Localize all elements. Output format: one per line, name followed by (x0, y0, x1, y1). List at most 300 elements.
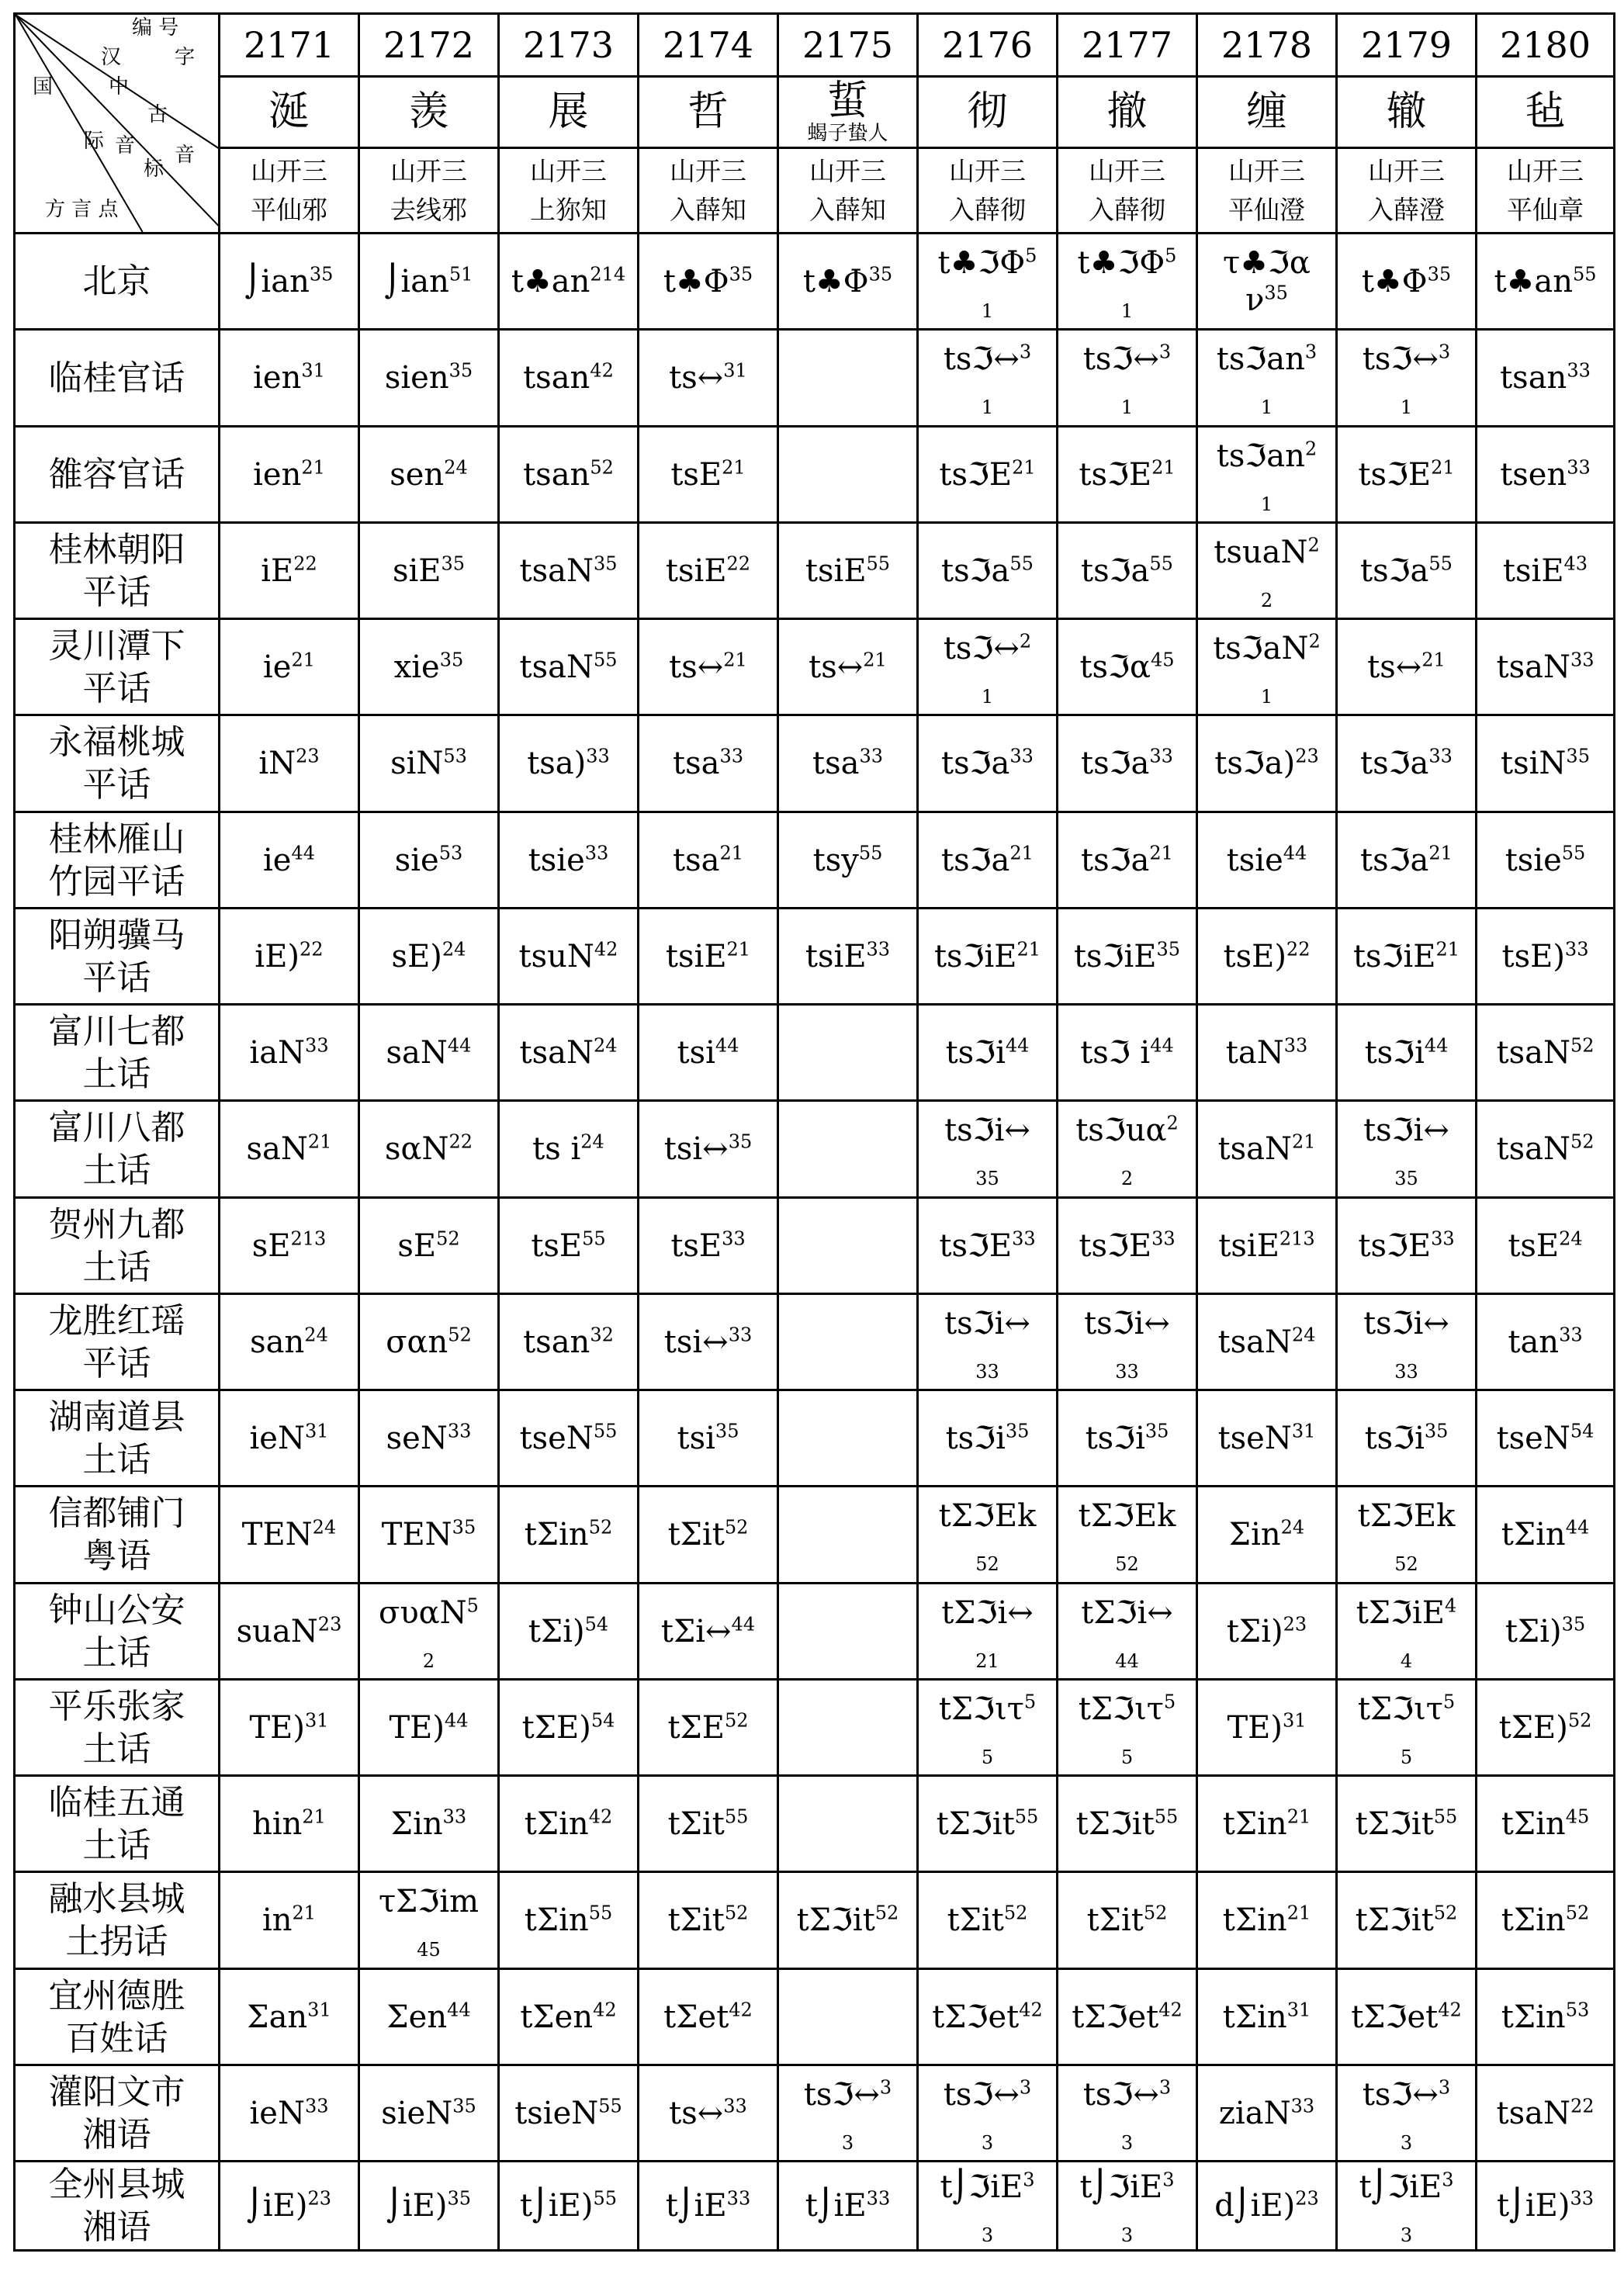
pronunciation-cell (1058, 427, 1197, 523)
chinese-character (220, 77, 359, 148)
pronunciation-cell (1477, 1390, 1615, 1487)
tone-value: 21 (1286, 1805, 1311, 1828)
pronunciation-cell (499, 1872, 639, 1969)
tone-value: 21 (1428, 842, 1453, 864)
tone-value: 21 (719, 842, 743, 864)
pronunciation-cell (1337, 1680, 1477, 1776)
tone-value: 52 (1567, 1709, 1592, 1732)
tone-continuation: 33 (1394, 1360, 1418, 1383)
char-number: 2173 (499, 14, 639, 77)
pronunciation-base: tΣin (524, 1902, 589, 1938)
tone-value: 52 (724, 1902, 749, 1924)
pronunciation-base: tΣi) (1505, 1613, 1562, 1649)
tone-continuation: 3 (1400, 2131, 1413, 2154)
tone-value: 3 (1019, 341, 1032, 363)
pronunciation-base: iaN (249, 1034, 306, 1071)
dialect-location (15, 1294, 220, 1390)
tone-value: 23 (317, 1613, 342, 1636)
tone-value: 3 (879, 2076, 892, 2099)
pronunciation-cell (220, 909, 359, 1005)
pronunciation-base: saN (246, 1131, 308, 1167)
tone-continuation: 35 (975, 1168, 999, 1189)
corner-label: 字 (175, 46, 196, 69)
tone-value: 52 (436, 1227, 460, 1250)
chinese-character (1477, 77, 1615, 148)
pronunciation-cell (918, 812, 1058, 909)
tone-value: 21 (291, 649, 315, 671)
dialect-location (15, 1680, 220, 1776)
pronunciation-base: Σin (1228, 1517, 1281, 1552)
tone-value: 24 (1559, 1227, 1583, 1250)
tone-value: 42 (593, 1999, 617, 2021)
pronunciation-cell (220, 619, 359, 715)
pronunciation-base: tΣℑit (936, 1805, 1015, 1842)
tone-value: 2 (1307, 534, 1320, 556)
dialect-location (15, 1969, 220, 2065)
pronunciation-cell (639, 909, 778, 1005)
pronunciation-base: tsℑa (941, 746, 1010, 781)
tone-value: 24 (1291, 1324, 1316, 1346)
pronunciation-base: tsie (528, 842, 585, 878)
tone-value: 52 (1143, 1902, 1168, 1924)
pronunciation-base: tan (1508, 1324, 1560, 1360)
pronunciation-base: tsℑE (939, 1227, 1013, 1264)
tone-value: 213 (290, 1227, 327, 1250)
location-line: 平话 (82, 572, 151, 612)
header-row-character (15, 77, 1615, 148)
location-line: 富川八都 (48, 1108, 185, 1148)
pronunciation-base: tsiE (665, 938, 727, 974)
pronunciation-base: tsℑi (945, 1420, 1006, 1456)
tone-value: 33 (1012, 1227, 1036, 1250)
pronunciation-base: tΣℑit (1075, 1805, 1155, 1842)
tone-value: 53 (438, 842, 463, 864)
pronunciation-cell (359, 1005, 499, 1101)
pronunciation-cell (499, 427, 639, 523)
tone-continuation: 3 (981, 2131, 994, 2154)
tone-value: 21 (301, 456, 325, 479)
pronunciation-cell (918, 909, 1058, 1005)
pronunciation-cell (1197, 1198, 1337, 1294)
pronunciation-base: ts↔ (669, 360, 724, 396)
pronunciation-base: ts i (532, 1131, 581, 1167)
table-row (15, 909, 1615, 1005)
pronunciation-cell (1197, 715, 1337, 812)
location-line: 永福桃城 (48, 722, 185, 762)
pronunciation-base: τΣℑim (378, 1884, 480, 1919)
location-line: 临桂五通 (48, 1782, 185, 1822)
pronunciation-base: tsE) (1501, 938, 1565, 974)
middle-chinese-category (359, 148, 499, 234)
pronunciation-base: TE) (249, 1709, 305, 1746)
pronunciation-cell (220, 1584, 359, 1680)
pronunciation-cell (1477, 619, 1615, 715)
pronunciation-base: tsℑi↔ (944, 1113, 1030, 1148)
char-number: 2179 (1337, 14, 1477, 77)
pronunciation-cell (359, 1390, 499, 1487)
pronunciation-cell (1477, 427, 1615, 523)
middle-chinese-category (918, 148, 1058, 234)
pronunciation-cell (1477, 1005, 1615, 1101)
pronunciation-base: tsan (523, 1324, 590, 1360)
tone-continuation: 1 (1260, 685, 1273, 708)
pronunciation-base: tsiN (1501, 746, 1567, 781)
tone-value: 3 (1438, 2076, 1451, 2099)
pronunciation-cell (918, 2065, 1058, 2162)
tone-value: 45 (1150, 649, 1175, 671)
pronunciation-cell (359, 1198, 499, 1294)
tone-value: 22 (726, 552, 751, 575)
pronunciation-base: sE (251, 1227, 291, 1264)
tone-value: 33 (866, 938, 891, 961)
pronunciation-base: tsℑuα (1075, 1113, 1167, 1148)
tone-value: 3 (1162, 2169, 1175, 2191)
tone-value: 33 (1149, 745, 1173, 767)
tone-value: 23 (307, 2187, 331, 2210)
table-row (15, 1776, 1615, 1872)
location-line: 土话 (82, 1825, 151, 1865)
pronunciation-cell (639, 1294, 778, 1390)
tone-value: 32 (590, 1324, 614, 1346)
tone-continuation: 52 (1394, 1553, 1418, 1575)
pronunciation-base: iE) (255, 938, 300, 974)
pronunciation-base: tsan (523, 456, 590, 493)
pronunciation-base: sien (384, 360, 449, 396)
location-line: 竹园平话 (48, 861, 185, 902)
header-corner (15, 14, 220, 234)
pronunciation-base: tsℑα (1079, 649, 1151, 685)
pronunciation-base: tΣin (1501, 1517, 1566, 1552)
dialect-location (15, 812, 220, 909)
pronunciation-base: tΣℑιτ (1357, 1691, 1443, 1727)
tone-value: 33 (304, 2095, 329, 2117)
tone-value: 55 (588, 1902, 613, 1924)
pronunciation-base: συαN (379, 1594, 467, 1631)
pronunciation-base: siN (390, 746, 444, 781)
pronunciation-base: tsi (677, 1420, 715, 1456)
pronunciation-cell (778, 523, 918, 619)
middle-chinese-category (499, 148, 639, 234)
location-line: 桂林朝阳 (48, 529, 185, 569)
tone-value: 55 (1433, 1805, 1458, 1828)
pronunciation-cell (1197, 812, 1337, 909)
pronunciation-base: ts↔ (809, 649, 864, 685)
pronunciation-cell (918, 715, 1058, 812)
character-glyph: 展 (548, 88, 589, 136)
mc-line: 山开三 (809, 156, 886, 186)
dialect-location (15, 909, 220, 1005)
pronunciation-cell (639, 1005, 778, 1101)
tone-value: 55 (593, 1420, 618, 1442)
pronunciation-base: t♣ℑΦ (937, 244, 1026, 281)
corner-label: 标 (144, 158, 164, 181)
table-row (15, 1680, 1615, 1776)
location-line: 粤语 (82, 1536, 151, 1576)
tone-value: 44 (731, 1613, 756, 1636)
tone-value: 3 (1023, 2169, 1035, 2191)
pronunciation-cell (1337, 909, 1477, 1005)
pronunciation-base: tsuaN (1214, 534, 1308, 570)
tone-value: 55 (1009, 552, 1034, 575)
pronunciation-base: tΣℑi↔ (941, 1594, 1034, 1631)
pronunciation-base: sαN (384, 1131, 449, 1167)
tone-value: 44 (1150, 1034, 1174, 1057)
location-line: 土话 (82, 1151, 151, 1190)
mc-line: 入薛知 (670, 194, 746, 225)
pronunciation-base: tΣℑEk (1078, 1498, 1176, 1534)
pronunciation-cell (778, 1294, 918, 1390)
tone-value: 21 (302, 1805, 326, 1828)
pronunciation-cell (639, 1680, 778, 1776)
dialect-location (15, 1198, 220, 1294)
pronunciation-base: tΣin (1222, 1805, 1287, 1842)
tone-value: 52 (590, 456, 614, 479)
pronunciation-cell (359, 909, 499, 1005)
pronunciation-cell (359, 330, 499, 427)
pronunciation-cell (499, 2162, 639, 2251)
dialect-location (15, 234, 220, 330)
char-number: 2171 (220, 14, 359, 77)
pronunciation-cell (1197, 427, 1337, 523)
tone-value: 31 (304, 1420, 329, 1442)
pronunciation-cell (499, 909, 639, 1005)
table-row (15, 427, 1615, 523)
corner-label: 音 (175, 144, 196, 167)
pronunciation-base: t♣an (1494, 263, 1573, 299)
tone-value: 21 (1151, 456, 1176, 479)
tone-value: 45 (1565, 1805, 1590, 1828)
tone-value: 21 (1431, 456, 1455, 479)
pronunciation-cell (1337, 523, 1477, 619)
tone-value: 24 (304, 1324, 328, 1346)
pronunciation-cell (1477, 523, 1615, 619)
pronunciation-cell (359, 523, 499, 619)
location-line: 全州县城 (48, 2165, 185, 2204)
tone-value: 2 (1308, 630, 1321, 652)
header-row-number (15, 14, 1615, 77)
mc-line: 山开三 (1228, 156, 1305, 186)
tone-value: 44 (291, 842, 315, 864)
mc-line: 平仙邪 (251, 194, 327, 225)
pronunciation-cell (1058, 1198, 1197, 1294)
pronunciation-cell (1197, 1969, 1337, 2065)
pronunciation-cell (220, 2065, 359, 2162)
pronunciation-base: tsaN (1496, 2095, 1570, 2131)
chinese-character (1058, 77, 1197, 148)
tone-value: 22 (293, 552, 317, 575)
dialect-location (15, 1776, 220, 1872)
pronunciation-base: tsℑan (1216, 341, 1305, 377)
tone-continuation: 3 (1400, 2224, 1413, 2246)
pronunciation-cell (639, 1776, 778, 1872)
pronunciation-base: tsaN (1217, 1131, 1292, 1167)
pronunciation-cell (499, 234, 639, 330)
tone-value: 55 (1014, 1805, 1039, 1828)
pronunciation-base: tsaN (1496, 649, 1570, 685)
tone-value: 24 (312, 1516, 337, 1539)
pronunciation-cell (918, 1101, 1058, 1198)
pronunciation-base: saN (386, 1034, 448, 1071)
tone-value: 55 (582, 1227, 606, 1250)
pronunciation-base: tΣℑet (1351, 1999, 1439, 2035)
tone-continuation: 1 (1260, 493, 1273, 515)
pronunciation-cell (1337, 1969, 1477, 2065)
dialect-location (15, 1872, 220, 1969)
pronunciation-cell (918, 1680, 1058, 1776)
pronunciation-base: tΣℑit (796, 1902, 875, 1938)
pronunciation-cell (220, 330, 359, 427)
tone-value: 21 (1421, 649, 1446, 671)
tone-value: 21 (723, 649, 747, 671)
pronunciation-cell (499, 330, 639, 427)
corner-label: 编 号 (132, 16, 179, 40)
pronunciation-base: tsℑi (1085, 1420, 1145, 1456)
pronunciation-base: t♣an (511, 263, 590, 299)
character-glyph: 毡 (1525, 88, 1566, 136)
pronunciation-base: tΣit (1086, 1902, 1144, 1938)
pronunciation-cell (918, 1776, 1058, 1872)
character-glyph: 彻 (967, 88, 1008, 136)
pronunciation-cell (918, 1969, 1058, 2065)
pronunciation-cell (1477, 2065, 1615, 2162)
tone-value: 24 (441, 938, 466, 961)
pronunciation-cell (359, 234, 499, 330)
pronunciation-base: tsaN (1496, 1131, 1570, 1167)
pronunciation-cell (1477, 1101, 1615, 1198)
pronunciation-base: suaN (236, 1613, 318, 1649)
pronunciation-cell (1337, 1872, 1477, 1969)
pronunciation-cell (1477, 2162, 1615, 2251)
tone-value: 3 (1158, 2076, 1172, 2099)
tone-value: 42 (729, 1999, 753, 2021)
chinese-character (778, 77, 918, 148)
tone-value: 22 (300, 938, 324, 961)
tone-value: 52 (1565, 1902, 1590, 1924)
pronunciation-cell (918, 1198, 1058, 1294)
pronunciation-base: tsieN (514, 2095, 599, 2131)
pronunciation-cell (778, 330, 918, 427)
tone-value: 35 (715, 1420, 739, 1442)
pronunciation-cell (778, 2162, 918, 2251)
tone-value: 33 (719, 745, 743, 767)
pronunciation-base: tsaN (1496, 1034, 1570, 1071)
tone-value: 33 (1009, 745, 1034, 767)
pronunciation-base: tsℑa) (1214, 746, 1296, 781)
tone-value: 33 (1567, 359, 1591, 382)
pronunciation-cell (1197, 234, 1337, 330)
pronunciation-base: ie (262, 842, 292, 878)
pronunciation-cell (778, 1872, 918, 1969)
tone-value: 35 (1156, 938, 1181, 961)
pronunciation-base: tsℑi (1364, 1420, 1425, 1456)
pronunciation-cell (499, 1390, 639, 1487)
pronunciation-base: t♣Φ (663, 263, 729, 299)
tone-continuation: 5 (1400, 1746, 1413, 1768)
pronunciation-cell (220, 2162, 359, 2251)
pronunciation-base: tΣin (524, 1517, 589, 1552)
pronunciation-cell (1058, 619, 1197, 715)
tone-value: 23 (1283, 1613, 1307, 1636)
table-row (15, 1005, 1615, 1101)
pronunciation-cell (1197, 2065, 1337, 2162)
tone-continuation: 52 (975, 1553, 999, 1575)
pronunciation-cell (1337, 2065, 1477, 2162)
pronunciation-base: tsℑ↔ (1082, 341, 1159, 377)
pronunciation-cell (1477, 330, 1615, 427)
tone-value: 23 (1295, 2187, 1319, 2210)
pronunciation-base: tsℑa (1081, 552, 1150, 589)
mc-line: 平仙章 (1507, 194, 1584, 225)
tone-value: 23 (296, 745, 320, 767)
dialect-location (15, 1101, 220, 1198)
pronunciation-base: t⌡iE) (1496, 2188, 1570, 2224)
tone-value: 52 (724, 1516, 749, 1539)
mc-line: 入薛彻 (949, 194, 1026, 225)
pronunciation-base: tsiE (805, 552, 867, 589)
pronunciation-cell (220, 1872, 359, 1969)
tone-value: 33 (1564, 938, 1589, 961)
tone-continuation: 3 (1120, 2131, 1134, 2154)
location-line: 土话 (82, 1632, 151, 1673)
location-line: 龙胜红瑶 (48, 1300, 185, 1341)
pronunciation-base: tsℑE (1358, 1227, 1432, 1264)
pronunciation-cell (639, 234, 778, 330)
corner-label: 际 (84, 130, 105, 153)
pronunciation-cell (639, 523, 778, 619)
pronunciation-base: TE) (1227, 1709, 1283, 1746)
tone-value: 53 (443, 745, 467, 767)
pronunciation-base: tΣin (1501, 1999, 1566, 2035)
pronunciation-base: ien (253, 456, 302, 493)
pronunciation-base: tsℑa (941, 842, 1010, 878)
dialect-location (15, 1005, 220, 1101)
tone-value: 5 (1023, 1691, 1037, 1713)
pronunciation-cell (1337, 1487, 1477, 1584)
pronunciation-cell (1197, 2162, 1337, 2251)
pronunciation-cell (918, 330, 1058, 427)
pronunciation-cell (918, 1584, 1058, 1680)
pronunciation-base: tsℑE (939, 456, 1013, 493)
pronunciation-base: tsℑiE (1352, 938, 1436, 974)
pronunciation-base: tΣℑit (1355, 1902, 1434, 1938)
tone-value: 52 (1570, 1034, 1595, 1057)
character-glyph: 羡 (408, 88, 449, 136)
tone-value: 2 (1304, 438, 1318, 460)
dialect-location (15, 523, 220, 619)
tone-value: 55 (1573, 263, 1597, 286)
tone-continuation: 3 (841, 2131, 854, 2154)
pronunciation-base: tΣit (667, 1517, 725, 1552)
pronunciation-cell (1337, 1584, 1477, 1680)
pronunciation-cell (359, 1776, 499, 1872)
pronunciation-cell (220, 812, 359, 909)
table-row (15, 2162, 1615, 2251)
pronunciation-base: seN (386, 1420, 448, 1456)
pronunciation-cell (1477, 1680, 1615, 1776)
tone-value: 21 (1291, 1130, 1316, 1153)
tone-continuation: 44 (1115, 1649, 1139, 1672)
tone-value: 213 (1279, 1227, 1315, 1250)
tone-value: 55 (1154, 1805, 1179, 1828)
pronunciation-cell (220, 1005, 359, 1101)
pronunciation-base: tsℑ↔ (943, 630, 1020, 666)
pronunciation-cell (778, 1390, 918, 1487)
pronunciation-cell (778, 619, 918, 715)
tone-value: 21 (726, 938, 751, 961)
pronunciation-cell (1058, 2065, 1197, 2162)
location-line: 土话 (82, 1054, 151, 1094)
tone-value: 21 (1012, 456, 1036, 479)
